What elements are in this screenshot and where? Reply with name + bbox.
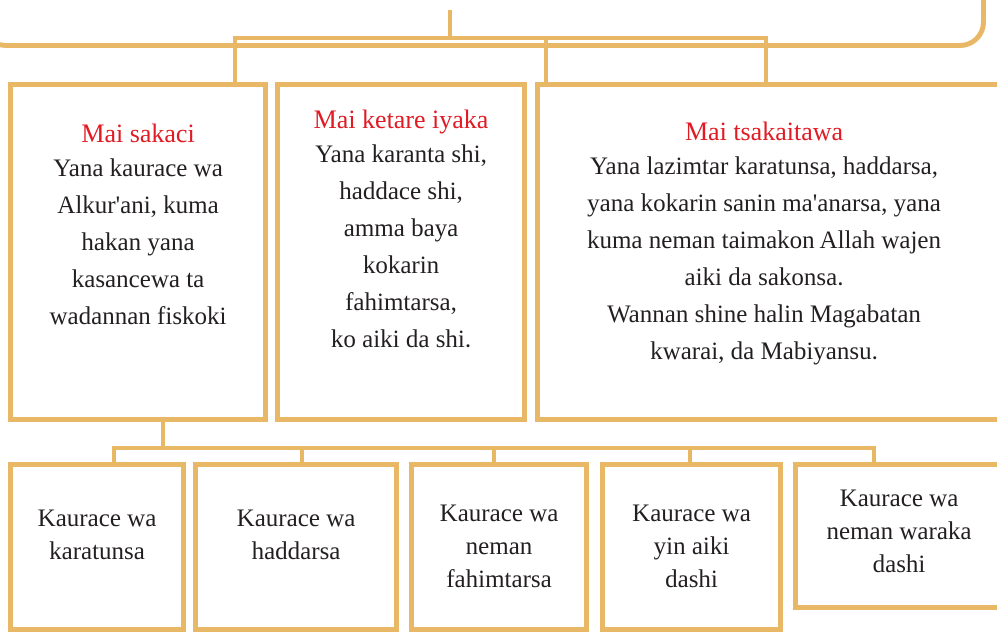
connector-stem-bottom bbox=[161, 420, 165, 448]
box-mai-tsakaitawa bbox=[535, 82, 997, 422]
connector-drop-3 bbox=[764, 36, 768, 84]
box-mai-ketare-iyaka bbox=[275, 82, 527, 422]
box-mai-tsakaitawa-title: Mai tsakaitawa bbox=[684, 117, 844, 146]
sub-box-karatunsa bbox=[8, 462, 186, 632]
box-mai-ketare-iyaka-body: Yana karanta shi, haddace shi, amma baya kokarin fahimtarsa, ko aiki da shi. bbox=[315, 141, 487, 353]
sub-box-yin-aiki bbox=[600, 462, 783, 632]
box-mai-tsakaitawa-body: Yana lazimtar karatunsa, haddarsa, yana kokarin sanin ma'anarsa, yana kuma neman taimakon Allah wajen aiki da sakonsa. Wannan shine halin Magabatan kwarai, da Mabiyansu. bbox=[586, 153, 942, 365]
sub-box-neman-waraka-text: Kaurace wa neman waraka dashi bbox=[826, 484, 972, 578]
connector-drop-2 bbox=[544, 36, 548, 84]
sub-box-neman-waraka bbox=[793, 462, 997, 610]
box-mai-sakaci bbox=[8, 82, 268, 422]
sub-box-fahimtarsa bbox=[409, 462, 589, 632]
connector-bar-top bbox=[233, 36, 768, 40]
top-parent-box bbox=[0, 0, 986, 48]
box-mai-ketare-iyaka-title: Mai ketare iyaka bbox=[313, 105, 489, 134]
sub-box-karatunsa-text: Kaurace wa karatunsa bbox=[37, 505, 157, 565]
sub-box-yin-aiki-text: Kaurace wa yin aiki dashi bbox=[632, 499, 751, 593]
box-mai-sakaci-body: Yana kaurace wa Alkur'ani, kuma hakan yana kasancewa ta wadannan fiskoki bbox=[49, 155, 227, 330]
box-mai-sakaci-title: Mai sakaci bbox=[81, 119, 195, 148]
sub-box-haddarsa-text: Kaurace wa haddarsa bbox=[236, 505, 356, 565]
sub-box-fahimtarsa-text: Kaurace wa neman fahimtarsa bbox=[439, 499, 559, 593]
connector-drop-1 bbox=[233, 36, 237, 84]
sub-box-haddarsa bbox=[193, 462, 399, 632]
